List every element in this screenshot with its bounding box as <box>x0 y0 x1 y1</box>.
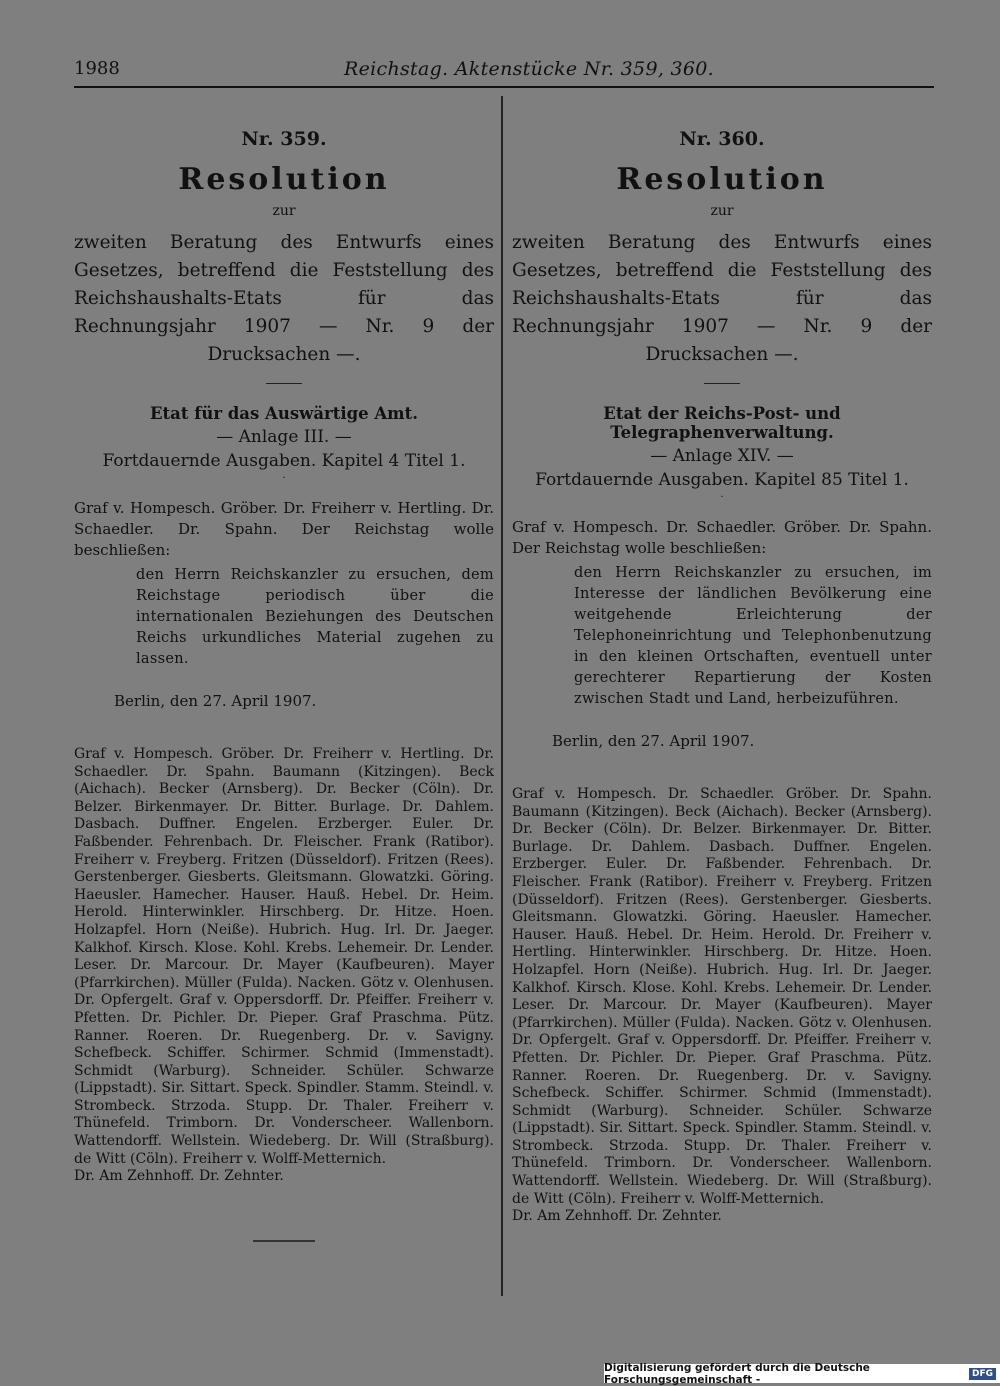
page-number: 1988 <box>74 58 120 79</box>
document-title: Resolution <box>616 162 828 197</box>
signers-intro: Graf v. Hompesch. Gröber. Dr. Freiherr v. Hertling. Dr. Schaedler. Dr. Spahn. Der Reichstag wolle beschließen: <box>74 499 494 559</box>
anlage-label: — Anlage XIV. — <box>650 446 794 466</box>
running-title: Reichstag. Aktenstücke Nr. 359, 360. <box>344 58 715 80</box>
column-right <box>512 120 932 1226</box>
document-number: Nr. 360. <box>679 128 765 150</box>
footer-credit <box>604 1361 1000 1386</box>
supporters-list: Graf v. Hompesch. Gröber. Dr. Freiherr v. Hertling. Dr. Schaedler. Dr. Spahn. Baumann (Kitzingen). Beck (Aichach). Becker (Arnsberg). Dr. Becker (Cöln). Dr. Belzer. Birkenmayer. Dr. Bitter. Burlage. Dr. Dahlem. Dasbach. Duffner. Engelen. Erzberger. Euler. Dr. Faßbender. Fehrenbach. Dr. Fleischer. Frank (Ratibor). Freiherr v. Freyberg. Fritzen (Düsseldorf). Fritzen (Rees). Gerstenberger. Giesberts. Gleitsmann. Glowatzki. Göring. Haeusler. Hamecher. Hauser. Hauß. Hebel. Dr. Heim. Herold. Hinterwinkler. Hirschberg. Dr. Hitze. Hoen. Holzapfel. Horn (Neiße). Hubrich. Hug. Irl. Dr. Jaeger. Kalkhof. Kirsch. Klose. Kohl. Krebs. Lehemeir. Dr. Lender. Leser. Dr. Marcour. Dr. Mayer (Kaufbeuren). Mayer (Pfarrkirchen). Müller (Fulda). Nacken. Götz v. Olenhusen. Dr. Opfergelt. Graf v. Oppersdorff. Dr. Pfeiffer. Freiherr v. Pfetten. Dr. Pichler. Dr. Pieper. Graf Praschma. Pütz. Ranner. Roeren. Dr. Ruegenberg. Dr. v. Savigny. Schefbeck. Schiffer. Schirmer. Schmid (Immenstadt). Schmidt (Warburg). Schneider. Schüler. Schwarze (Lippstadt). Sir. Sittart. Speck. Spindler. Stamm. Steindl. v. Strombeck. Strzoda. Stupp. Dr. Thaler. Freiherr v. Thünefeld. Trimborn. Dr. Vonderscheer. Wallenborn. Wattendorff. Wellstein. Wiedeberg. Dr. Will (Straßburg). de Witt (Cöln). Freiherr v. Wolff-Metternich. <box>74 746 494 1167</box>
resolution-text: den Herrn Reichskanzler zu ersuchen, im Interesse der ländlichen Bevölkerung eine weitgehende Erleichterung der Telephoneinrichtung und Telephonbenutzung in den kleinen Ortschaften, eventuell unter gerechterer Repartierung der Kosten zwischen Stadt und Land, herbeizuführen. <box>574 565 932 707</box>
document-title: Resolution <box>178 162 390 197</box>
footer-text: Digitalisierung gefördert durch die Deutsche Forschungsgemeinschaft - <box>604 1361 870 1386</box>
kapitel-label: Fortdauernde Ausgaben. Kapitel 4 Titel 1. <box>102 451 466 471</box>
anlage-label: — Anlage III. — <box>216 427 352 447</box>
zur-label: zur <box>710 203 734 219</box>
resolution-text: den Herrn Reichskanzler zu ersuchen, dem Reichstage periodisch über die internationalen Beziehungen des Deutschen Reichs urkundliches Material zugehen zu lassen. <box>136 567 494 667</box>
column-divider <box>501 96 503 1296</box>
page-header <box>74 58 934 86</box>
separator-dash <box>704 383 740 384</box>
subject-text: zweiten Beratung des Entwurfs eines Gesetzes, betreffend die Feststellung des Reichshaushalts-Etats für das Rechnungsjahr 1907 — Nr. 9 der Drucksachen —. <box>512 232 932 365</box>
supporters-last-line: Dr. Am Zehnhoff. Dr. Zehnter. <box>74 1168 284 1185</box>
dfg-logo: DFG <box>969 1368 996 1380</box>
column-left <box>74 120 494 1242</box>
subject-text: zweiten Beratung des Entwurfs eines Gesetzes, betreffend die Feststellung des Reichshaushalts-Etats für das Rechnungsjahr 1907 — Nr. 9 der Drucksachen —. <box>74 232 494 365</box>
zur-label: zur <box>272 203 296 219</box>
kapitel-label: Fortdauernde Ausgaben. Kapitel 85 Titel 1. <box>535 470 909 490</box>
signers-intro: Graf v. Hompesch. Dr. Schaedler. Gröber. Dr. Spahn. Der Reichstag wolle beschließen: <box>512 518 932 557</box>
end-rule <box>253 1240 315 1242</box>
etat-heading: Etat der Reichs-Post- und Telegraphenverwaltung. <box>603 404 841 442</box>
etat-heading: Etat für das Auswärtige Amt. <box>149 404 419 423</box>
separator-dot: · <box>282 473 286 484</box>
header-rule <box>74 86 934 88</box>
supporters-last-line: Dr. Am Zehnhoff. Dr. Zehnter. <box>512 1208 722 1225</box>
resolution-date: Berlin, den 27. April 1907. <box>114 692 317 710</box>
supporters-list: Graf v. Hompesch. Dr. Schaedler. Gröber. Dr. Spahn. Baumann (Kitzingen). Beck (Aichach). Becker (Arnsberg). Dr. Becker (Cöln). Dr. Belzer. Birkenmayer. Dr. Bitter. Burlage. Dr. Dahlem. Dasbach. Duffner. Engelen. Erzberger. Euler. Dr. Faßbender. Fehrenbach. Dr. Fleischer. Frank (Ratibor). Freiherr v. Freyberg. Fritzen (Düsseldorf). Fritzen (Rees). Gerstenberger. Giesberts. Gleitsmann. Glowatzki. Göring. Haeusler. Hamecher. Hauser. Hauß. Hebel. Dr. Heim. Herold. Dr. Freiherr v. Hertling. Hinterwinkler. Hirschberg. Dr. Hitze. Hoen. Holzapfel. Horn (Neiße). Hubrich. Hug. Irl. Dr. Jaeger. Kalkhof. Kirsch. Klose. Kohl. Krebs. Lehemeir. Dr. Lender. Leser. Dr. Marcour. Dr. Mayer (Kaufbeuren). Mayer (Pfarrkirchen). Müller (Fulda). Nacken. Götz v. Olenhusen. Dr. Opfergelt. Graf v. Oppersdorff. Dr. Pfeiffer. Freiherr v. Pfetten. Dr. Pichler. Dr. Pieper. Graf Praschma. Pütz. Ranner. Roeren. Dr. Ruegenberg. Dr. v. Savigny. Schefbeck. Schiffer. Schirmer. Schmid (Immenstadt). Schmidt (Warburg). Schneider. Schüler. Schwarze (Lippstadt). Sir. Sittart. Speck. Spindler. Stamm. Steindl. v. Strombeck. Strzoda. Stupp. Dr. Thaler. Freiherr v. Thünefeld. Trimborn. Dr. Vonderscheer. Wallenborn. Wattendorff. Wellstein. Wiedeberg. Dr. Will (Straßburg). de Witt (Cöln). Freiherr v. Wolff-Metternich. <box>512 786 932 1207</box>
separator-dot: · <box>720 492 724 503</box>
separator-dash <box>266 383 302 384</box>
resolution-date: Berlin, den 27. April 1907. <box>552 732 755 750</box>
document-number: Nr. 359. <box>241 128 327 150</box>
